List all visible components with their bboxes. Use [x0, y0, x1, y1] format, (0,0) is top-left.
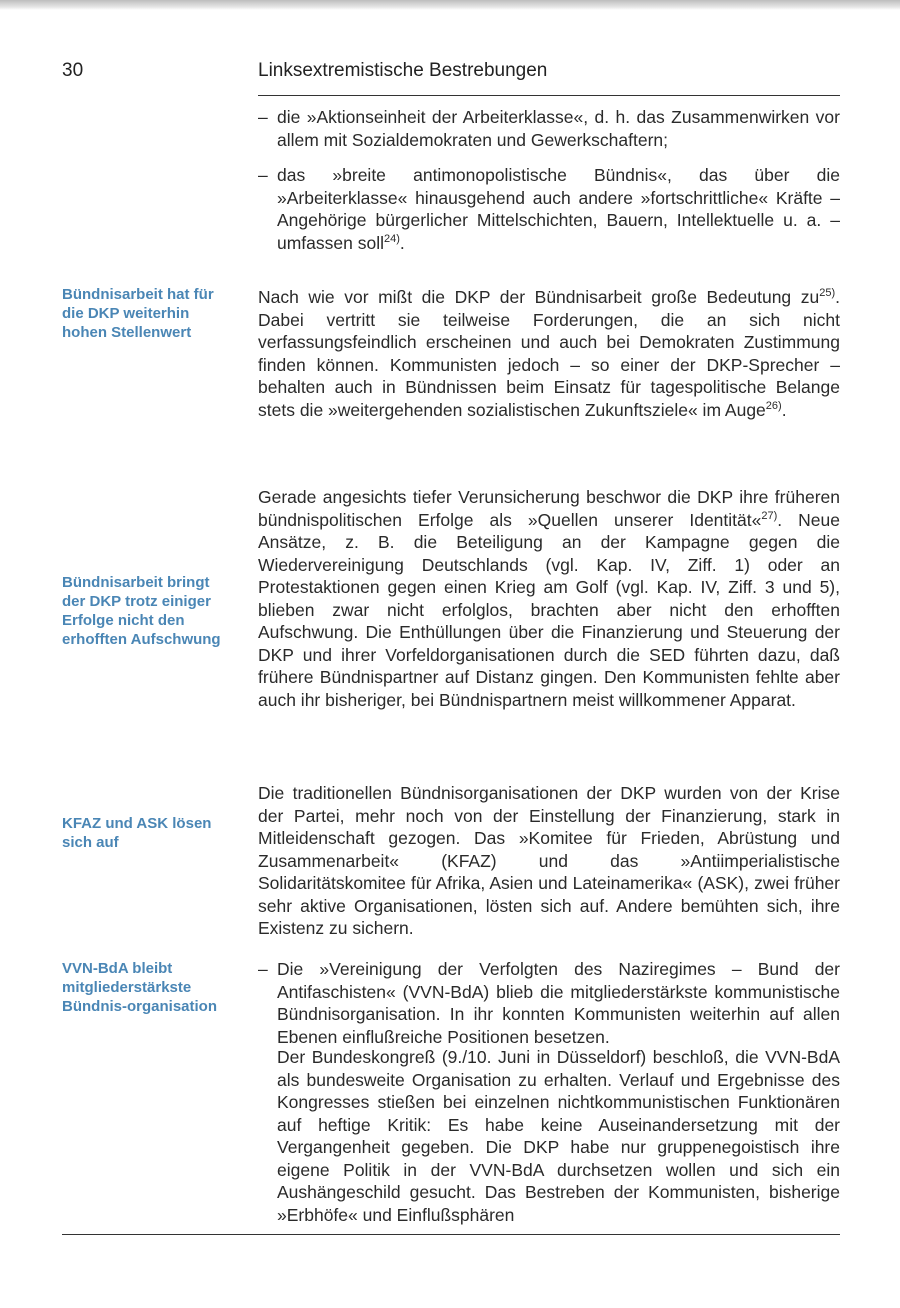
- margin-note-stellenwert: Bündnisarbeit hat für die DKP weiterhin hohen Stellenwert: [62, 286, 214, 341]
- bullet-item-buendnis: [258, 164, 840, 254]
- scan-edge-shadow: [0, 0, 900, 10]
- bullet-item-aktionseinheit: [258, 106, 840, 151]
- header-rule: [258, 95, 840, 96]
- footnote-ref: 25): [819, 287, 836, 300]
- paragraph-verunsicherung: Gerade angesichts tiefer Verunsicherung beschwor die DKP ihre früheren bündnispolitischen Erfolge als »Quellen unserer Identität«$^{27)}$. Neue Ansätze, z. B. die Beteiligung an der Kampagne gegen die Wiedervereinigung Deutschlands (vgl. Kap. IV, Ziff. 1) oder an Protestaktionen gegen einen Krieg am Golf (vgl. Kap. IV, Ziff. 3 und 5), blieben zwar nicht erfolglos, brachten aber nicht den erhofften Aufschwung. Die Enthüllungen über die Finanzierung und Steuerung der DKP und ihrer Vorfeldorganisationen durch die SED führten dazu, daß frühere Bündnispartner auf Distanz gingen. Den Kommunisten fehlte aber auch ihr bisheriger, bei Bündnispartnern meist willkommener Apparat.: [258, 487, 840, 710]
- footnote-ref: 27): [761, 509, 778, 522]
- margin-note-kfaz-ask: KFAZ und ASK lösen sich auf: [62, 815, 212, 851]
- bullet-text: die »Aktionseinheit der Arbeiterklasse«, d. h. das Zusammenwirken vor allem mit Sozialdemokraten und Gewerkschaftern;: [277, 107, 840, 150]
- bullet-dash: –: [258, 959, 268, 979]
- footnote-ref: 26): [765, 399, 782, 412]
- margin-note-aufschwung: Bündnisarbeit bringt der DKP trotz einiger Erfolge nicht den erhofften Aufschwung: [62, 574, 221, 648]
- footnote-ref: 24): [384, 232, 400, 245]
- bullet-text: Die »Vereinigung der Verfolgten des Naziregimes – Bund der Antifaschisten« (VVN-BdA) blieb die mitgliederstärkste kommunistische Bündnisorganisation. In ihr konnten Kommunisten weiterhin auf allen Ebenen einflußreiche Positionen besetzen.: [277, 959, 840, 1047]
- footer-rule: [62, 1234, 840, 1235]
- bullet-text: das »breite antimonopolistische Bündnis«, das über die »Arbeiterklasse« hinausgehend auch andere »fortschrittliche« Kräfte – Angehörige bürgerlicher Mittelschichten, Bauern, Intellektuelle u. a. – umfassen soll$^{24)}$.: [277, 165, 840, 253]
- bullet-dash: –: [258, 165, 268, 185]
- running-title: Linksextremistische Bestrebungen: [258, 60, 548, 81]
- margin-note-vvn-bda: VVN-BdA bleibt mitgliederstärkste Bündnis-organisation: [62, 960, 217, 1015]
- bullet-item-vvn: [258, 958, 840, 1048]
- page-number: 30: [62, 60, 84, 81]
- paragraph-bundeskongress: Der Bundeskongreß (9./10. Juni in Düsseldorf) beschloß, die VVN-BdA als bundesweite Organisation zu erhalten. Verlauf und Ergebnisse des Kongresses stießen bei einzelnen nichtkommunistischen Funktionären auf heftige Kritik: Es habe keine Auseinandersetzung mit der Vergangenheit gegeben. Die DKP habe nur gruppenegoistisch ihre eigene Politik in der VVN-BdA durchsetzen wollen und sich ein Aushängeschild gesucht. Das Bestreben der Kommunisten, bisherige »Erbhöfe« und Einflußsphären: [277, 1047, 840, 1225]
- paragraph-buendnisarbeit: Nach wie vor mißt die DKP der Bündnisarbeit große Bedeutung $zu^{25)}$. Dabei vertritt sie teilweise Forderungen, die an sich nicht verfassungsfeindlich erscheinen und auch bei Demokraten Zustimmung finden können. Kommunisten jedoch – so einer der DKP-Sprecher – behalten auch in Bündnissen beim Einsatz für tagespolitische Belange stets die »weitergehenden sozialistischen Zukunftsziele« im Auge$^{26)}$.: [258, 287, 840, 420]
- bullet-dash: –: [258, 107, 268, 127]
- paragraph-buendnisorganisationen: Die traditionellen Bündnisorganisationen der DKP wurden von der Krise der Partei, mehr noch von der Einstellung der Finanzierung, stark in Mitleidenschaft gezogen. Das »Komitee für Frieden, Abrüstung und Zusammenarbeit« (KFAZ) und das »Antiimperialistische Solidaritätskomitee für Afrika, Asien und Lateinamerika« (ASK), zwei früher sehr aktive Organisationen, lösten sich auf. Andere bemühten sich, ihre Existenz zu sichern.: [258, 783, 840, 938]
